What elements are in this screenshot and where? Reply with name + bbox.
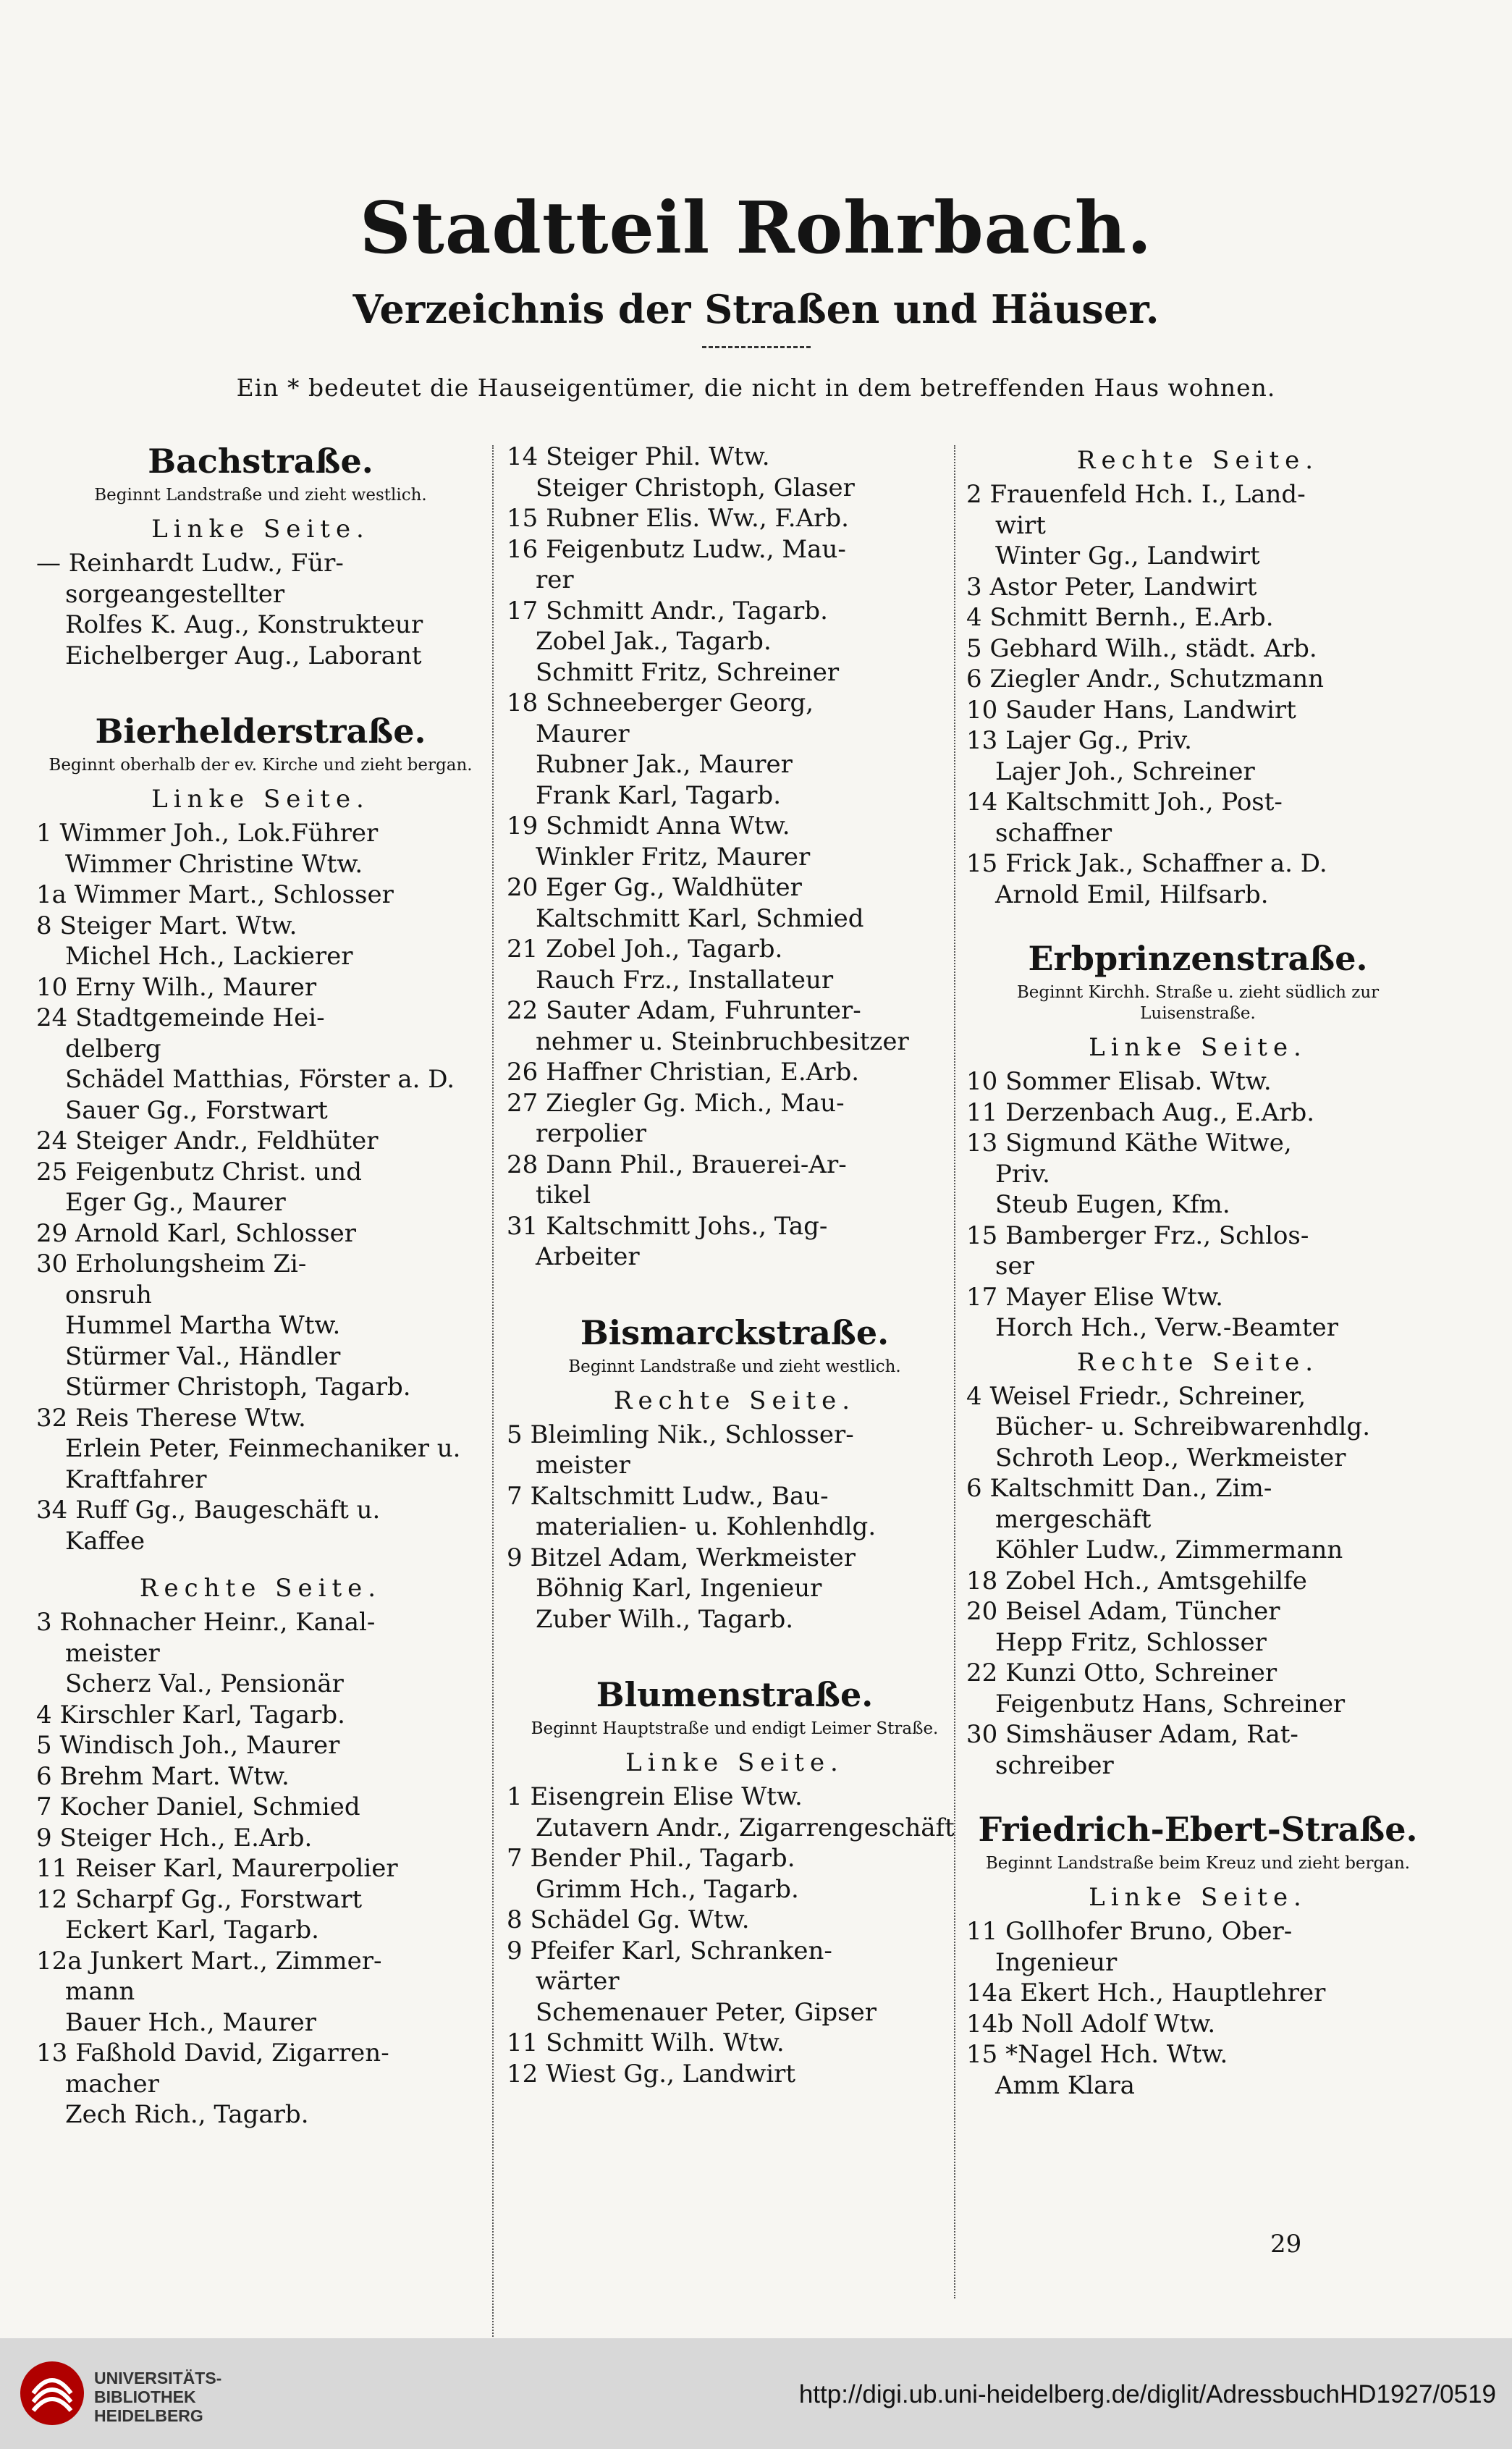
street-heading: Erbprinzenstraße.	[1028, 939, 1368, 978]
address-entry: 17 Schmitt Andr., Tagarb.	[507, 596, 828, 625]
address-entry: 25 Feigenbutz Christ. und	[36, 1157, 362, 1186]
address-entry: 3 Rohnacher Heinr., Kanal-	[36, 1608, 376, 1637]
address-entry: 11 Reiser Karl, Maurerpolier	[36, 1854, 398, 1883]
address-entry-continued: tikel	[536, 1181, 591, 1210]
address-entry: 27 Ziegler Gg. Mich., Mau-	[507, 1088, 845, 1118]
address-entry: 13 Lajer Gg., Priv.	[966, 726, 1192, 755]
column-1	[36, 442, 485, 2130]
page-title: Stadtteil Rohrbach.	[359, 187, 1153, 270]
address-entry-continued: Scherz Val., Pensionär	[65, 1669, 344, 1698]
address-entry-continued: Priv.	[995, 1159, 1050, 1189]
side-heading: Linke Seite.	[151, 515, 370, 544]
address-entry-continued: delberg	[65, 1034, 161, 1063]
address-entry: 18 Schneeberger Georg,	[507, 688, 814, 717]
address-entry-continued: Arnold Emil, Hilfsarb.	[995, 880, 1269, 909]
address-entry: 6 Brehm Mart. Wtw.	[36, 1761, 290, 1791]
address-entry-continued: Schemenauer Peter, Gipser	[536, 1997, 877, 2027]
column-2	[507, 442, 963, 2089]
address-entry: 14a Ekert Hch., Hauptlehrer	[966, 1978, 1326, 2007]
address-entry: 1 Eisengrein Elise Wtw.	[507, 1782, 803, 1811]
address-entry-continued: Maurer	[536, 719, 630, 749]
address-entry: 5 Gebhard Wilh., städt. Arb.	[966, 633, 1317, 663]
street-description: Beginnt Landstraße beim Kreuz und zieht bergan.	[985, 1854, 1411, 1873]
address-entry-continued: Winter Gg., Landwirt	[995, 541, 1260, 570]
address-entry-continued: Rolfes K. Aug., Konstrukteur	[65, 610, 423, 639]
address-entry-continued: Sauer Gg., Forstwart	[65, 1095, 328, 1125]
spacer	[966, 910, 1429, 939]
address-entry: 15 Frick Jak., Schaffner a. D.	[966, 849, 1327, 878]
address-entry: 1 Wimmer Joh., Lok.Führer	[36, 819, 379, 848]
street-heading: Bierhelderstraße.	[95, 712, 426, 751]
address-entry-continued: Hepp Fritz, Schlosser	[995, 1627, 1267, 1657]
address-entry-continued: Zutavern Andr., Zigarrengeschäft	[536, 1813, 955, 1842]
address-entry: 19 Schmidt Anna Wtw.	[507, 812, 790, 840]
address-entry-continued: Zobel Jak., Tagarb.	[536, 627, 772, 656]
address-entry-continued: Horch Hch., Verw.-Beamter	[995, 1313, 1338, 1342]
address-entry: 9 Pfeifer Karl, Schranken-	[507, 1936, 832, 1965]
address-entry: 11 Gollhofer Bruno, Ober-	[966, 1917, 1293, 1946]
page-subtitle: Verzeichnis der Straßen und Häuser.	[352, 286, 1160, 332]
address-entry: 16 Feigenbutz Ludw., Mau-	[507, 534, 846, 564]
address-entry: 20 Eger Gg., Waldhüter	[507, 873, 802, 902]
street-heading: Friedrich-Ebert-Straße.	[978, 1810, 1418, 1849]
address-entry-continued: sorgeangestellter	[65, 579, 285, 609]
library-name-line-3: HEIDELBERG	[94, 2406, 203, 2425]
address-entry-continued: Eichelberger Aug., Laborant	[65, 641, 422, 670]
footer-bar	[0, 2338, 1512, 2449]
street-description: Beginnt oberhalb der ev. Kirche und zieht bergan.	[48, 756, 473, 775]
address-entry-continued: rer	[536, 565, 574, 594]
side-heading: Rechte Seite.	[139, 1574, 382, 1603]
address-entry-continued: Eger Gg., Maurer	[65, 1188, 286, 1217]
address-entry-continued: Amm Klara	[995, 2070, 1135, 2100]
library-logo-icon	[19, 2360, 85, 2427]
library-name	[94, 2369, 221, 2425]
address-entry-continued: Köhler Ludw., Zimmermann	[995, 1535, 1343, 1564]
address-entry-continued: Wimmer Christine Wtw.	[65, 849, 363, 879]
address-entry: 4 Schmitt Bernh., E.Arb.	[966, 603, 1274, 632]
address-entry: 7 Bender Phil., Tagarb.	[507, 1844, 795, 1873]
street-heading: Bismarckstraße.	[580, 1312, 890, 1352]
address-entry-continued: Arbeiter	[536, 1242, 640, 1271]
address-entry: 28 Dann Phil., Brauerei-Ar-	[507, 1150, 847, 1179]
address-entry: 10 Sauder Hans, Landwirt	[966, 695, 1296, 725]
address-entry-continued: Steiger Christoph, Glaser	[536, 473, 855, 502]
address-entry-continued: Kraftfahrer	[65, 1464, 207, 1494]
address-entry: 26 Haffner Christian, E.Arb.	[507, 1058, 860, 1087]
address-entry-continued: schreiber	[995, 1750, 1114, 1780]
address-entry: 12 Scharpf Gg., Forstwart	[36, 1884, 363, 1914]
address-entry-continued: nehmer u. Steinbruchbesitzer	[536, 1027, 909, 1056]
address-entry: 4 Weisel Friedr., Schreiner,	[966, 1381, 1306, 1411]
address-entry-continued: Winkler Fritz, Maurer	[536, 842, 811, 872]
library-name-line-2: BIBLIOTHEK	[94, 2387, 196, 2406]
address-entry-continued: materialien- u. Kohlenhdlg.	[536, 1512, 877, 1541]
address-entry-continued: Schmitt Fritz, Schreiner	[536, 657, 840, 687]
address-entry: 30 Erholungsheim Zi-	[36, 1249, 307, 1278]
address-entry-continued: Bücher- u. Schreibwarenhdlg.	[995, 1412, 1371, 1441]
address-entry: 32 Reis Therese Wtw.	[36, 1403, 306, 1433]
address-entry: 34 Ruff Gg., Baugeschäft u.	[36, 1496, 381, 1525]
address-entry-continued: rerpolier	[536, 1119, 646, 1148]
address-entry: 24 Steiger Andr., Feldhüter	[36, 1126, 379, 1155]
address-entry: 13 Sigmund Käthe Witwe,	[966, 1129, 1292, 1158]
source-url-link[interactable]: http://digi.ub.uni-heidelberg.de/diglit/AdressbuchHD1927/0519	[798, 2380, 1496, 2408]
address-entry: 31 Kaltschmitt Johs., Tag-	[507, 1211, 828, 1241]
address-entry-continued: mergeschäft	[995, 1504, 1152, 1534]
address-entry: 21 Zobel Joh., Tagarb.	[507, 935, 783, 964]
side-heading: Linke Seite.	[1089, 1033, 1307, 1062]
street-heading: Blumenstraße.	[596, 1675, 874, 1714]
address-entry-continued: Lajer Joh., Schreiner	[995, 756, 1255, 786]
spacer	[966, 1781, 1429, 1810]
side-heading: Linke Seite.	[625, 1748, 844, 1777]
address-entry-continued: Steub Eugen, Kfm.	[995, 1190, 1230, 1219]
address-entry: 10 Erny Wilh., Maurer	[36, 972, 317, 1002]
address-entry: 5 Bleimling Nik., Schlosser-	[507, 1420, 854, 1449]
address-entry-continued: meister	[536, 1451, 630, 1480]
address-entry: 30 Simshäuser Adam, Rat-	[966, 1720, 1298, 1749]
column-3	[966, 442, 1429, 2101]
address-entry-continued: wirt	[995, 510, 1046, 540]
address-entry: 29 Arnold Karl, Schlosser	[36, 1218, 356, 1248]
spacer	[36, 1556, 485, 1569]
address-entry: 22 Sauter Adam, Fuhrunter-	[507, 996, 861, 1025]
street-description: Beginnt Landstraße und zieht westlich.	[94, 486, 427, 505]
address-entry: 6 Ziegler Andr., Schutzmann	[966, 665, 1325, 694]
address-entry-continued: Schädel Matthias, Förster a. D.	[65, 1065, 455, 1094]
address-entry-continued: Böhnig Karl, Ingenieur	[536, 1574, 822, 1603]
street-description: Beginnt Landstraße und zieht westlich.	[568, 1357, 901, 1376]
side-heading: Linke Seite.	[1089, 1883, 1307, 1912]
address-entry: 2 Frauenfeld Hch. I., Land-	[966, 480, 1306, 509]
address-entry: 14 Kaltschmitt Joh., Post-	[966, 788, 1283, 817]
title-divider	[702, 346, 811, 348]
address-entry: — Reinhardt Ludw., Für-	[36, 549, 344, 578]
street-heading: Bachstraße.	[148, 442, 373, 481]
side-heading: Rechte Seite.	[1076, 446, 1319, 475]
address-entry-continued: Bauer Hch., Maurer	[65, 2007, 316, 2037]
address-entry-continued: Zuber Wilh., Tagarb.	[536, 1604, 794, 1634]
address-entry: 12 Wiest Gg., Landwirt	[507, 2059, 796, 2088]
address-entry-continued: Grimm Hch., Tagarb.	[536, 1874, 799, 1904]
address-entry: 18 Zobel Hch., Amtsgehilfe	[966, 1566, 1307, 1596]
address-entry: 6 Kaltschmitt Dan., Zim-	[966, 1474, 1272, 1503]
street-description: Beginnt Hauptstraße und endigt Leimer Straße.	[531, 1719, 939, 1738]
address-entry-continued: macher	[65, 2069, 159, 2099]
address-entry: 7 Kaltschmitt Ludw., Bau-	[507, 1481, 829, 1511]
address-entry: 14b Noll Adolf Wtw.	[966, 2009, 1216, 2039]
address-entry-continued: Stürmer Christoph, Tagarb.	[65, 1373, 411, 1401]
address-entry-continued: Ingenieur	[995, 1947, 1118, 1977]
spacer	[507, 1635, 963, 1675]
side-heading: Linke Seite.	[151, 785, 370, 814]
address-entry: 5 Windisch Joh., Maurer	[36, 1731, 340, 1760]
address-entry: 7 Kocher Daniel, Schmied	[36, 1792, 360, 1821]
address-entry-continued: Frank Karl, Tagarb.	[536, 780, 782, 810]
address-entry-continued: Hummel Martha Wtw.	[65, 1311, 341, 1340]
address-entry: 17 Mayer Elise Wtw.	[966, 1282, 1223, 1312]
address-entry: 3 Astor Peter, Landwirt	[966, 572, 1257, 602]
address-entry-continued: mann	[65, 1977, 135, 2006]
address-entry-continued: schaffner	[995, 818, 1112, 848]
address-entry: 24 Stadtgemeinde Hei-	[36, 1003, 325, 1032]
side-heading: Rechte Seite.	[1076, 1347, 1319, 1377]
page-number: 29	[1270, 2230, 1302, 2259]
address-entry: 11 Derzenbach Aug., E.Arb.	[966, 1097, 1315, 1127]
address-entry: 20 Beisel Adam, Tüncher	[966, 1597, 1280, 1626]
library-name-line-1: UNIVERSITÄTS-	[94, 2369, 222, 2387]
address-entry-continued: ser	[995, 1252, 1034, 1281]
column-divider-1	[492, 445, 494, 2385]
address-entry: 12a Junkert Mart., Zimmer-	[36, 1946, 382, 1976]
address-entry-continued: wärter	[536, 1967, 620, 1996]
address-entry-continued: Zech Rich., Tagarb.	[65, 2100, 309, 2129]
address-entry-continued: Michel Hch., Lackierer	[65, 942, 353, 971]
address-entry-continued: Rauch Frz., Installateur	[536, 965, 834, 995]
address-entry: 13 Faßhold David, Zigarren-	[36, 2039, 389, 2067]
address-entry-continued: Feigenbutz Hans, Schreiner	[995, 1689, 1346, 1719]
legend-note: Ein * bedeutet die Hauseigentümer, die nicht in dem betreffenden Haus wohnen.	[236, 374, 1276, 402]
address-entry-continued: Kaltschmitt Karl, Schmied	[536, 903, 864, 933]
address-entry-continued: Kaffee	[65, 1526, 145, 1556]
street-description: Beginnt Kirchh. Straße u. zieht südlich zur Luisenstraße.	[1016, 983, 1380, 1023]
address-entry-continued: Stürmer Val., Händler	[65, 1341, 341, 1371]
address-entry: 4 Kirschler Karl, Tagarb.	[36, 1700, 345, 1729]
address-entry: 1a Wimmer Mart., Schlosser	[36, 880, 394, 909]
address-entry: 8 Schädel Gg. Wtw.	[507, 1905, 750, 1934]
address-entry-continued: Rubner Jak., Maurer	[536, 750, 793, 779]
address-entry-continued: onsruh	[65, 1280, 152, 1310]
address-entry: 11 Schmitt Wilh. Wtw.	[507, 2028, 785, 2057]
address-entry-continued: Erlein Peter, Feinmechaniker u.	[65, 1434, 461, 1463]
side-heading: Rechte Seite.	[613, 1386, 856, 1415]
address-entry: 15 Bamberger Frz., Schlos-	[966, 1221, 1309, 1250]
address-entry-continued: meister	[65, 1638, 160, 1668]
spacer	[507, 1273, 963, 1313]
address-entry: 10 Sommer Elisab. Wtw.	[966, 1067, 1272, 1096]
address-entry-continued: Schroth Leop., Werkmeister	[995, 1443, 1346, 1472]
spacer	[36, 671, 485, 712]
address-entry: 8 Steiger Mart. Wtw.	[36, 911, 297, 940]
address-entry: 15 *Nagel Hch. Wtw.	[966, 2040, 1228, 2069]
address-entry: 9 Steiger Hch., E.Arb.	[36, 1823, 313, 1852]
address-entry: 22 Kunzi Otto, Schreiner	[966, 1658, 1277, 1687]
address-entry: 9 Bitzel Adam, Werkmeister	[507, 1543, 856, 1572]
address-entry: 14 Steiger Phil. Wtw.	[507, 442, 770, 471]
address-entry-continued: Eckert Karl, Tagarb.	[65, 1915, 319, 1944]
address-entry: 15 Rubner Elis. Ww., F.Arb.	[507, 504, 849, 533]
